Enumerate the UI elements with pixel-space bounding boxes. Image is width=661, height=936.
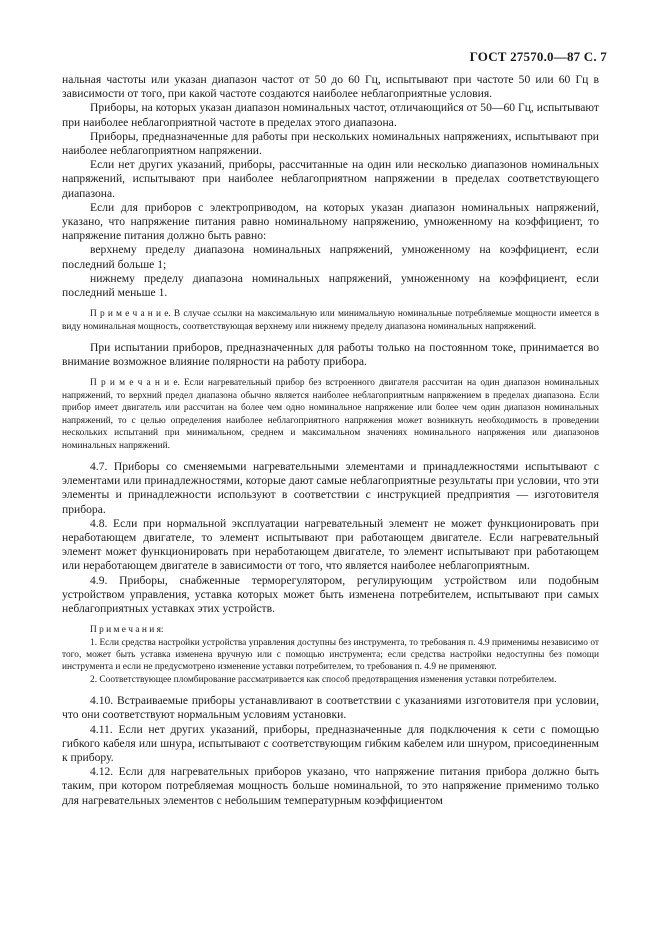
note-item: 2. Соответствующее пломбирование рассматривается как способ предотвращения изменения уставки потребителем. <box>90 674 557 685</box>
clause-4-9: 4.9. Приборы, снабженные терморегулятором, регулирующим устройством или подобным устройством управления, уставка которых может быть изменена потребителем, испытывают при самых неблагоприятных уставках этих устройств. <box>62 573 599 615</box>
note-text: Если нагревательный прибор без встроенного двигателя рассчитан на один диапазон номинальных напряжений, то верхний предел диапазона обычно является наиболее неблагоприятным напряжением в пределах диапазона. Если прибор имеет двигатель или рассчитан на более чем одно номинальное напряжение или более чем один диапазон номинальных напряжений, то с целью определения наиболее неблагоприятного напряжения может возникнуть необходимость в проведении нескольких испытаний при минимальном, среднем и максимальном значениях номинального напряжения или диапазонов номинальных напряжений. <box>62 378 600 451</box>
note-label: П р и м е ч а н и е. <box>90 309 171 320</box>
note <box>62 377 599 451</box>
clause-4-10: 4.10. Встраиваемые приборы устанавливают в соответствии с указаниями изготовителя при условии, что они соответствуют нормальным условиям установки. <box>62 694 599 722</box>
note <box>62 308 599 333</box>
paragraph: Приборы, на которых указан диапазон номинальных частот, отличающийся от 50—60 Гц, испытывают при наиболее неблагоприятной частоте в пределах этого диапазона. <box>62 101 599 129</box>
paragraph: нальная частоты или указан диапазон частот от 50 до 60 Гц, испытывают при частоте 50 или 60 Гц в зависимости от того, при какой частоте создаются наиболее неблагоприятные условия. <box>62 73 599 101</box>
note-label: П р и м е ч а н и е. <box>90 378 180 389</box>
paragraph: верхнему пределу диапазона номинальных напряжений, умноженному на коэффициент, если последний больше 1; <box>62 243 599 271</box>
clause-4-12: 4.12. Если для нагревательных приборов указано, что напряжение питания прибора должно быть таким, при котором потребляемая мощность больше номинальной, то это напряжение применимо только для нагревательных элементов с небольшим температурным коэффициентом <box>62 765 599 807</box>
note-item: 1. Если средства настройки устройства управления доступны без инструмента, то требования п. 4.9 применимы независимо от того, может быть уставка изменена вручную или с помощью инструмента; если средства настройки недоступны без помощи инструмента и если не предусмотрено изменение уставки потребителем, то требования п. 4.9 не применяют. <box>62 637 599 673</box>
paragraph: Если для приборов с электроприводом, на которых указан диапазон номинальных напряжений, указано, что напряжение питания равно номинальному напряжению, умноженному на коэффициент, то напряжение питания должно быть равно: <box>62 200 599 243</box>
page-header: ГОСТ 27570.0—87 С. 7 <box>469 49 607 64</box>
paragraph: Приборы, предназначенные для работы при нескольких номинальных напряжениях, испытывают при наиболее неблагоприятном напряжении. <box>62 129 599 158</box>
paragraph: При испытании приборов, предназначенных для работы только на постоянном токе, принимается во внимание возможное влияние полярности на работу прибора. <box>62 341 599 369</box>
paragraph: Если нет других указаний, приборы, рассчитанные на один или несколько диапазонов номинальных напряжений, испытывают при наиболее неблагоприятном напряжении в пределах соответствующего диапазона. <box>62 158 599 200</box>
clause-4-8: 4.8. Если при нормальной эксплуатации нагревательный элемент не может функционировать при неработающем двигателе, то элемент испытывают при работающем двигателе. Если нагревательный элемент может функционировать при неработающем двигателе, то элемент испытывают при работающем или неработающем двигателе в зависимости от того, что является наиболее неблагоприятным. <box>62 516 599 573</box>
paragraph: нижнему пределу диапазона номинальных напряжений, умноженному на коэффициент, если последний меньше 1. <box>62 271 599 300</box>
clause-4-7: 4.7. Приборы со сменяемыми нагревательными элементами и принадлежностями испытывают с элементами или принадлежностями, которые дают самые неблагоприятные результаты при условии, что эти элементы и принадлежности используют в соответствии с инструкцией предприятия — изготовителя прибора. <box>62 459 599 516</box>
document-body <box>62 73 599 808</box>
note-text: В случае ссылки на максимальную или минимальную номинальные потребляемые мощности имеется в виду номинальная мощность, соответствующая верхнему или нижнему пределу диапазона номинальных напряжений. <box>62 309 599 332</box>
clause-4-11: 4.11. Если нет других указаний, приборы, предназначенные для подключения к сети с помощью гибкого кабеля или шнура, испытывают с соответствующим гибким кабелем или шнуром, присоединенным к прибору. <box>62 722 599 764</box>
notes-label: П р и м е ч а н и я: <box>90 625 164 636</box>
